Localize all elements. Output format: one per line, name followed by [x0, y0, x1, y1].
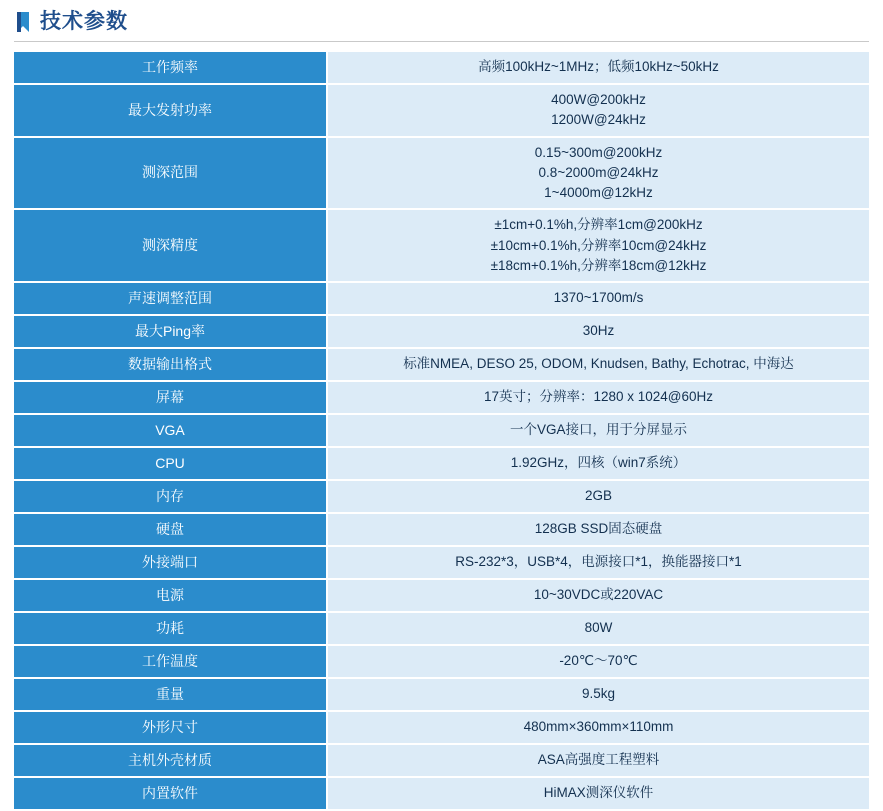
- bookmark-icon: [16, 11, 30, 33]
- spec-value: [327, 381, 869, 414]
- specifications-table: [14, 52, 869, 811]
- spec-value: [327, 137, 869, 210]
- table-row: [14, 447, 869, 480]
- spec-value: [327, 282, 869, 315]
- spec-value-line: ±1cm+0.1%h,分辨率1cm@200kHz: [494, 217, 703, 233]
- spec-value: [327, 480, 869, 513]
- spec-value: [327, 513, 869, 546]
- spec-value-line: 80W: [584, 620, 613, 636]
- spec-value-line: -20℃～70℃: [559, 653, 638, 669]
- spec-value: [327, 711, 869, 744]
- table-row: [14, 52, 869, 84]
- spec-value-line: 480mm×360mm×110mm: [523, 719, 674, 735]
- spec-value-line: 0.15~300m@200kHz: [534, 144, 663, 160]
- spec-value: [327, 678, 869, 711]
- spec-value-line: 400W@200kHz: [551, 92, 646, 108]
- table-body: [14, 52, 869, 810]
- spec-value-line: 1.92GHz，四核（win7系统）: [510, 455, 687, 471]
- table-row: [14, 84, 869, 137]
- spec-label: 电源: [14, 579, 327, 612]
- spec-label: 重量: [14, 678, 327, 711]
- table-row: [14, 777, 869, 810]
- spec-value-line: 1200W@24kHz: [551, 112, 646, 128]
- page-header: [14, 8, 869, 39]
- table-row: [14, 711, 869, 744]
- spec-value: [327, 84, 869, 137]
- table-row: [14, 579, 869, 612]
- table-row: [14, 480, 869, 513]
- spec-label: 外接端口: [14, 546, 327, 579]
- table-row: [14, 678, 869, 711]
- spec-value-line: 128GB SSD固态硬盘: [534, 521, 663, 537]
- spec-label: 测深精度: [14, 209, 327, 282]
- spec-label: 工作频率: [14, 52, 327, 84]
- header-divider: [14, 41, 869, 42]
- spec-label: VGA: [14, 414, 327, 447]
- spec-label: 内存: [14, 480, 327, 513]
- spec-value: [327, 579, 869, 612]
- spec-value-line: 0.8~2000m@24kHz: [538, 164, 659, 180]
- spec-label: 数据输出格式: [14, 348, 327, 381]
- spec-value-line: ASA高强度工程塑料: [537, 752, 660, 768]
- spec-value-line: 高频100kHz~1MHz；低频10kHz~50kHz: [478, 59, 719, 75]
- spec-label: 硬盘: [14, 513, 327, 546]
- spec-value-line: 17英寸；分辨率：1280 x 1024@60Hz: [483, 389, 714, 405]
- spec-label: 工作温度: [14, 645, 327, 678]
- spec-value: [327, 348, 869, 381]
- table-row: [14, 744, 869, 777]
- table-row: [14, 381, 869, 414]
- spec-label: 外形尺寸: [14, 711, 327, 744]
- spec-value: [327, 209, 869, 282]
- spec-value-line: 30Hz: [582, 323, 615, 339]
- spec-value-line: 1~4000m@12kHz: [544, 185, 653, 201]
- spec-value: [327, 447, 869, 480]
- table-row: [14, 209, 869, 282]
- spec-value-line: 标准NMEA, DESO 25, ODOM, Knudsen, Bathy, Echotrac, 中海达: [403, 356, 794, 372]
- spec-value: [327, 744, 869, 777]
- spec-label: CPU: [14, 447, 327, 480]
- spec-value: [327, 546, 869, 579]
- spec-value-line: RS-232*3，USB*4，电源接口*1，换能器接口*1: [455, 554, 742, 570]
- table-row: [14, 612, 869, 645]
- spec-value-line: 1370~1700m/s: [553, 290, 644, 306]
- spec-value-line: 9.5kg: [581, 686, 616, 702]
- spec-value: [327, 777, 869, 810]
- spec-value-line: ±18cm+0.1%h,分辨率18cm@12kHz: [490, 257, 707, 273]
- spec-label: 功耗: [14, 612, 327, 645]
- table-row: [14, 137, 869, 210]
- spec-value: [327, 612, 869, 645]
- spec-value: [327, 52, 869, 84]
- spec-value-line: 2GB: [584, 488, 612, 504]
- spec-label: 屏幕: [14, 381, 327, 414]
- table-row: [14, 546, 869, 579]
- page-title: 技术参数: [40, 10, 128, 33]
- spec-label: 最大发射功率: [14, 84, 327, 137]
- spec-label: 最大Ping率: [14, 315, 327, 348]
- spec-value: [327, 315, 869, 348]
- spec-value-line: HiMAX测深仪软件: [543, 785, 654, 801]
- table-row: [14, 645, 869, 678]
- spec-value: [327, 414, 869, 447]
- table-row: [14, 513, 869, 546]
- spec-label: 声速调整范围: [14, 282, 327, 315]
- table-row: [14, 315, 869, 348]
- spec-value-line: 10~30VDC或220VAC: [533, 587, 664, 603]
- table-row: [14, 414, 869, 447]
- spec-value-line: 一个VGA接口，用于分屏显示: [509, 422, 687, 438]
- spec-label: 测深范围: [14, 137, 327, 210]
- spec-label: 主机外壳材质: [14, 744, 327, 777]
- spec-value-line: ±10cm+0.1%h,分辨率10cm@24kHz: [490, 237, 707, 253]
- table-row: [14, 348, 869, 381]
- table-row: [14, 282, 869, 315]
- spec-value: [327, 645, 869, 678]
- spec-label: 内置软件: [14, 777, 327, 810]
